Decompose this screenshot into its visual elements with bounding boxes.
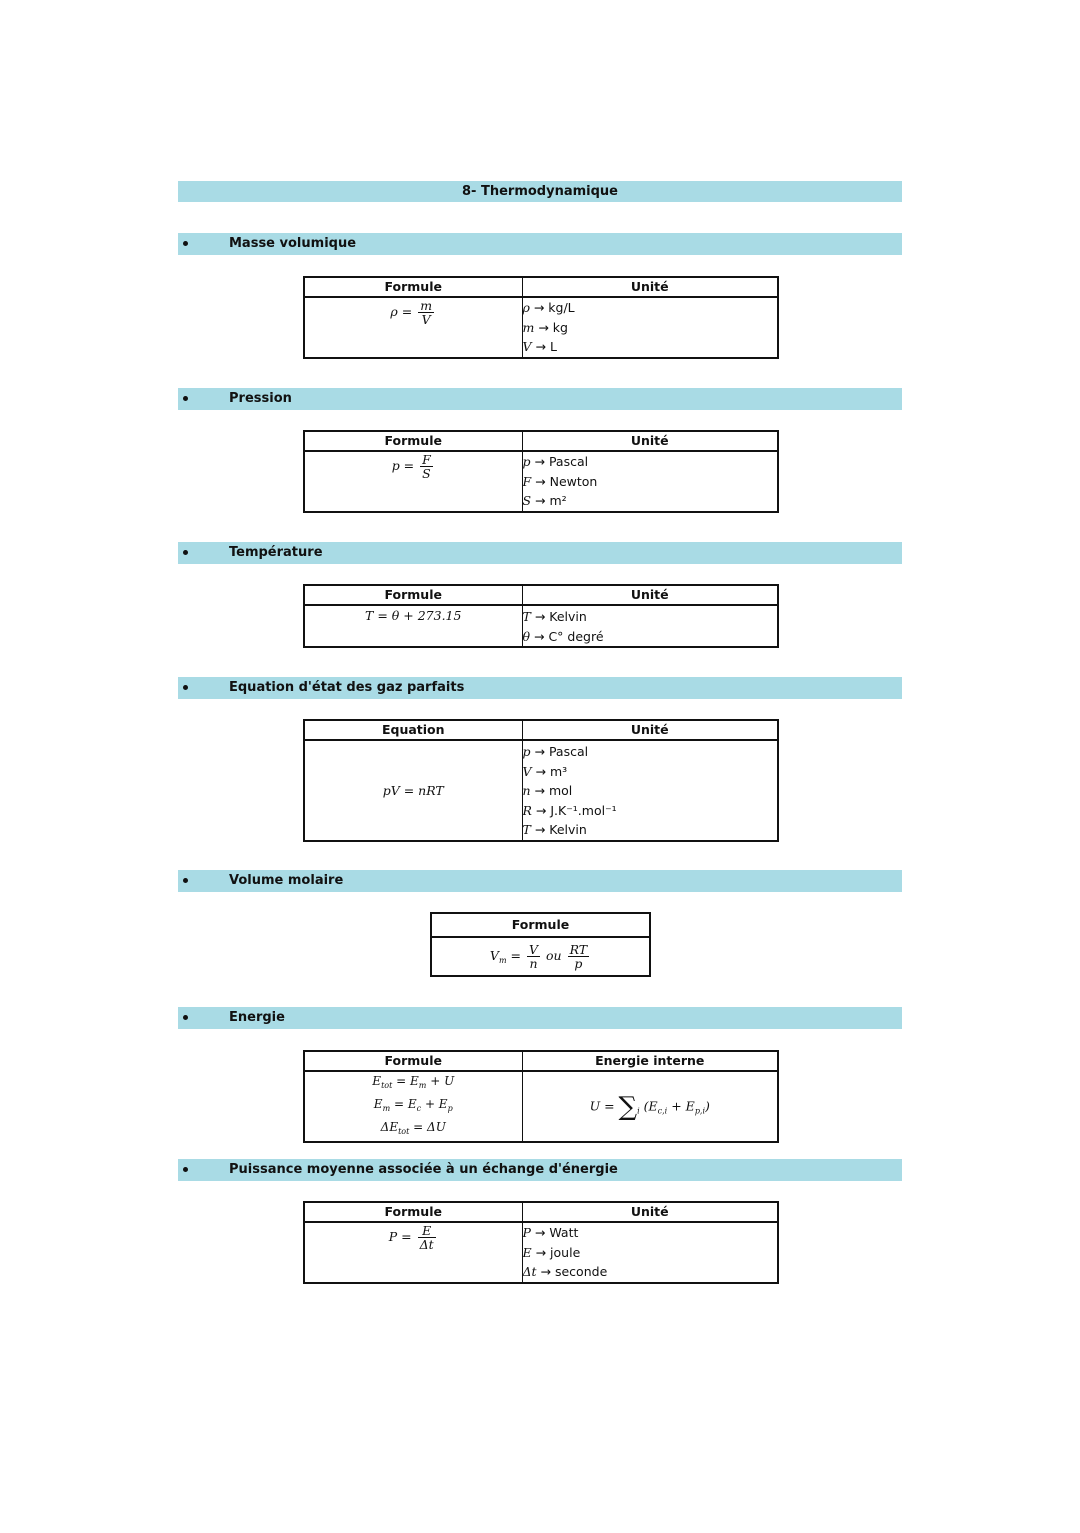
unit-line: V → L bbox=[522, 339, 557, 354]
formula-table-energie bbox=[303, 1050, 779, 1143]
section-band-gaz bbox=[178, 677, 902, 699]
column-header-formule: Formule bbox=[304, 431, 522, 451]
formula-table-masse bbox=[303, 276, 779, 359]
unit-line: R → J.K⁻¹.mol⁻¹ bbox=[522, 802, 617, 818]
units-cell bbox=[522, 1222, 778, 1283]
bullet-icon bbox=[183, 241, 188, 246]
formula-cell bbox=[304, 1071, 522, 1142]
unit-line: p → Pascal bbox=[522, 744, 589, 759]
bullet-icon bbox=[183, 396, 188, 401]
units-cell bbox=[522, 451, 778, 512]
formula-cell: pV = nRT bbox=[304, 740, 522, 841]
page-title: 8- Thermodynamique bbox=[462, 184, 618, 199]
section-band-temperature bbox=[178, 542, 902, 564]
section-title: Masse volumique bbox=[229, 236, 357, 251]
bullet-icon bbox=[183, 685, 188, 690]
column-header-equation: Equation bbox=[304, 720, 522, 740]
column-header-unite: Unité bbox=[522, 431, 778, 451]
section-title: Pression bbox=[229, 391, 292, 406]
section-title: Equation d'état des gaz parfaits bbox=[229, 680, 465, 695]
section-title: Energie bbox=[229, 1010, 285, 1025]
unit-line: V → m³ bbox=[522, 763, 568, 779]
formula-cell: P = $\frac{E}{\Delta t}$ bbox=[304, 1222, 522, 1283]
bullet-icon bbox=[183, 550, 188, 555]
page-title-band bbox=[178, 181, 902, 202]
column-header-formule: Formule bbox=[304, 585, 522, 605]
formula-cell: ρ = $\frac{m}{V}$ bbox=[304, 297, 522, 358]
unit-line: T → Kelvin bbox=[522, 609, 587, 624]
unit-line: Δt → seconde bbox=[522, 1264, 608, 1279]
fraction: $\frac{RT}{p}$ bbox=[569, 942, 588, 971]
formula-table-pression bbox=[303, 430, 779, 513]
unit-line: P → Watt bbox=[522, 1225, 579, 1240]
section-band-puissance bbox=[178, 1159, 902, 1181]
unit-line: F → Newton bbox=[522, 473, 598, 489]
formula-table-temperature bbox=[303, 584, 779, 648]
fraction: $\frac{E}{\Delta t}$ bbox=[419, 1223, 434, 1252]
bullet-icon bbox=[183, 1015, 188, 1020]
unit-line: T → Kelvin bbox=[522, 822, 587, 837]
unit-line: n → mol bbox=[522, 783, 573, 798]
column-header-unite: Unité bbox=[522, 720, 778, 740]
column-header-formule: Formule bbox=[431, 913, 650, 937]
section-band-energie bbox=[178, 1007, 902, 1029]
formula-cell: $V_m$ = $\frac{V}{n}$ ou $\frac{RT}{p}$ bbox=[489, 942, 588, 971]
column-header-formule: Formule bbox=[304, 277, 522, 297]
equation-line: $E_m = E_c + E_p$ bbox=[373, 1097, 453, 1113]
column-header-unite: Unité bbox=[522, 1202, 778, 1222]
formula-cell: p = $\frac{F}{S}$ bbox=[304, 451, 522, 512]
fraction: $\frac{V}{n}$ bbox=[528, 942, 539, 971]
formula-cell: T = θ + 273.15 bbox=[304, 605, 522, 647]
equation-line: $E_{tot} = E_m + U$ bbox=[372, 1074, 455, 1090]
section-band-masse bbox=[178, 233, 902, 255]
unit-line: E → joule bbox=[522, 1244, 581, 1260]
column-header-unite: Unité bbox=[522, 277, 778, 297]
column-header-energie-interne: Energie interne bbox=[522, 1051, 778, 1071]
unit-line: m → kg bbox=[522, 319, 568, 335]
fraction: $\frac{F}{S}$ bbox=[422, 452, 431, 481]
bullet-icon bbox=[183, 1167, 188, 1172]
units-cell bbox=[522, 297, 778, 358]
column-header-formule: Formule bbox=[304, 1051, 522, 1071]
formula-table-volume bbox=[430, 912, 651, 977]
units-cell bbox=[522, 740, 778, 841]
section-band-volume bbox=[178, 870, 902, 892]
equation-line: $\Delta E_{tot} = \Delta U$ bbox=[380, 1120, 446, 1136]
section-title: Température bbox=[229, 545, 323, 560]
column-header-unite: Unité bbox=[522, 585, 778, 605]
column-header-formule: Formule bbox=[304, 1202, 522, 1222]
section-title: Puissance moyenne associée à un échange d'énergie bbox=[229, 1162, 618, 1177]
unit-line: θ → C° degré bbox=[522, 628, 604, 644]
bullet-icon bbox=[183, 878, 188, 883]
section-title: Volume molaire bbox=[229, 873, 344, 888]
energie-interne-cell: $U = \sum_i$ $(E_{c,i} + E_{p,i})$ bbox=[589, 1091, 710, 1122]
formula-table-gaz bbox=[303, 719, 779, 842]
formula-table-puissance bbox=[303, 1201, 779, 1284]
unit-line: p → Pascal bbox=[522, 454, 589, 469]
section-band-pression bbox=[178, 388, 902, 410]
unit-line: ρ → kg/L bbox=[522, 300, 575, 315]
unit-line: S → m² bbox=[522, 493, 567, 508]
sum-icon: ∑ bbox=[618, 1091, 638, 1122]
fraction: $\frac{m}{V}$ bbox=[420, 298, 433, 327]
units-cell bbox=[522, 605, 778, 647]
